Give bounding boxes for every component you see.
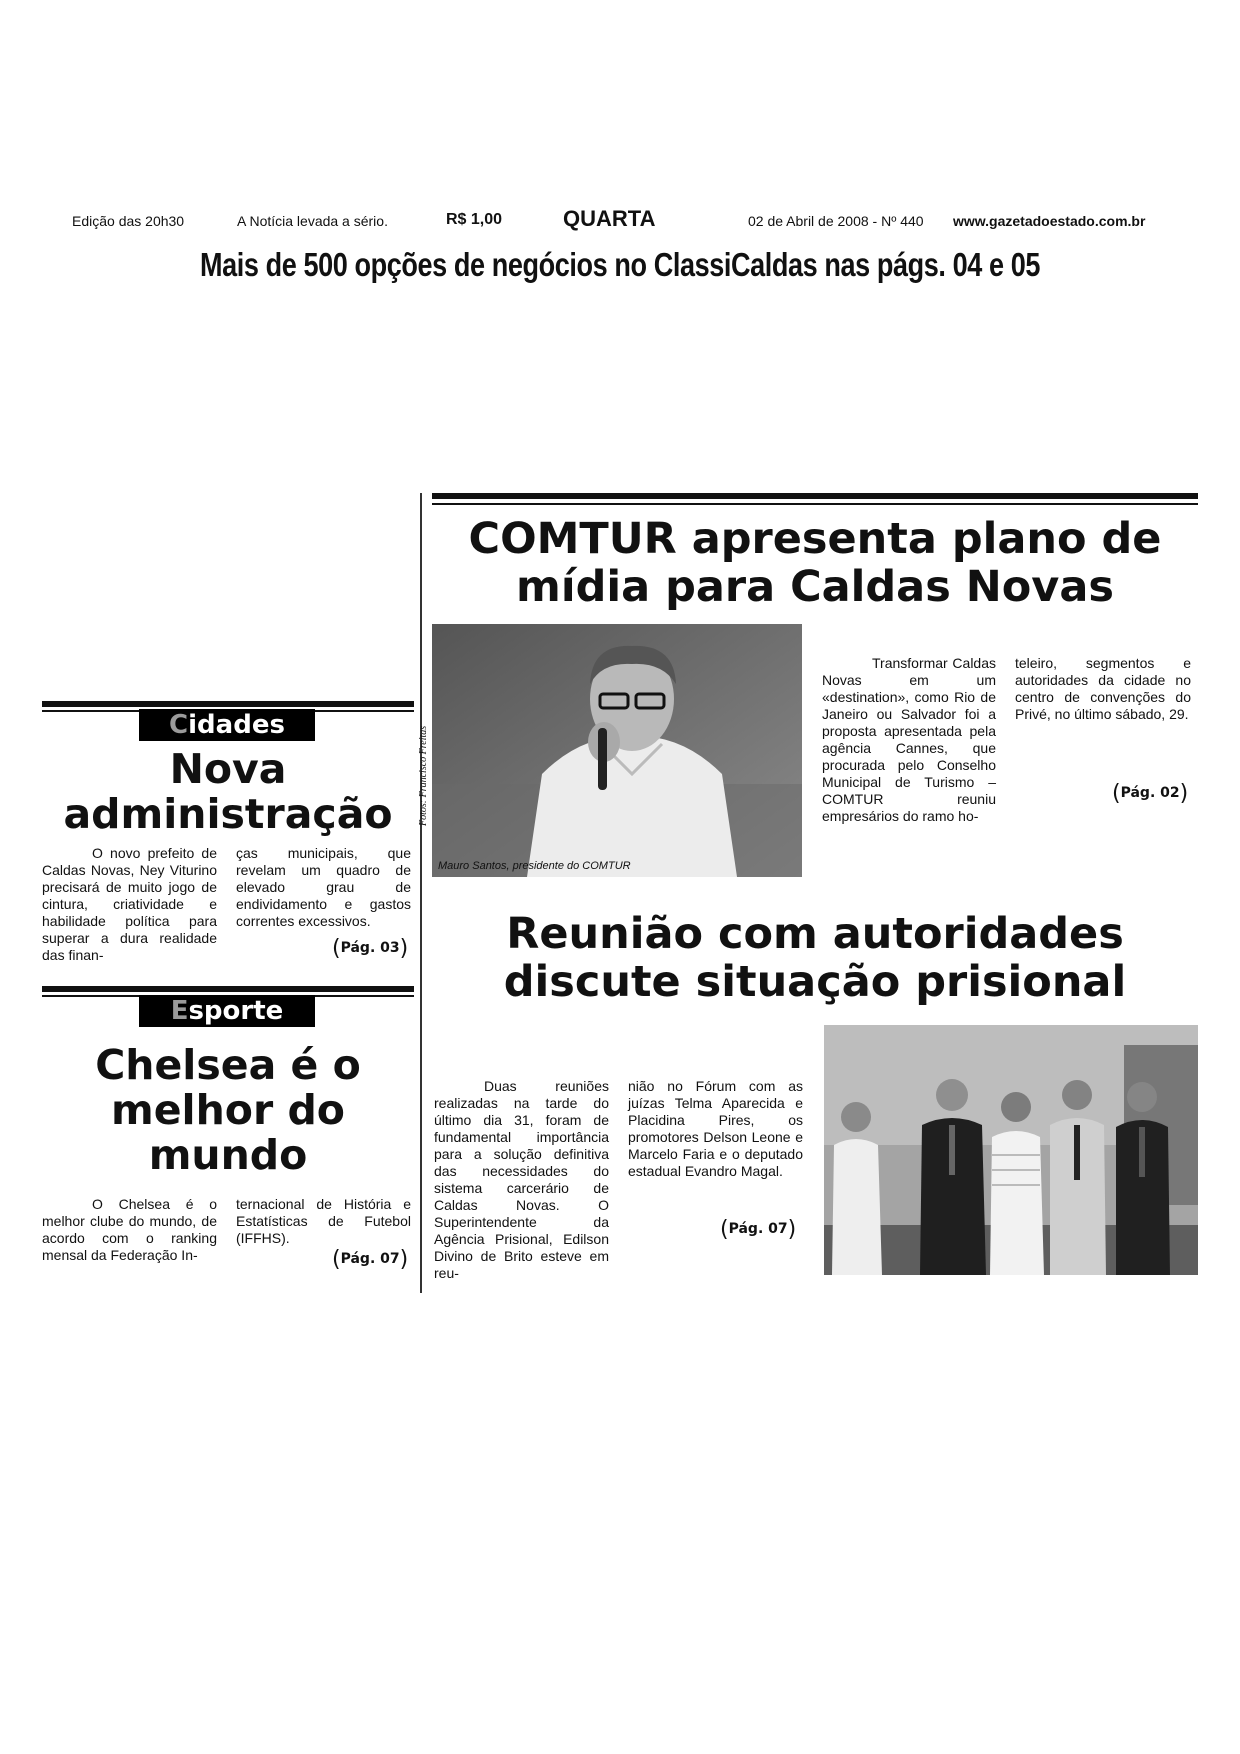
page-ref-label: Pág. 07	[728, 1221, 788, 1237]
headline-reuniao	[432, 910, 1198, 1006]
section-rest: sporte	[188, 996, 284, 1026]
headline-line: melhor do	[111, 1086, 345, 1135]
cidades-text-col1: O novo prefeito de Caldas Novas, Ney Viturino precisará de muito jogo de cintura, criatividade e habilidade política para superar a dura realidade das finan-	[42, 845, 217, 963]
comtur-text-col1: Transformar Caldas Novas em um «destination», como Rio de Janeiro ou Salvador foi a proposta apresentada pela agência Cannes, que procurada pelo Conselho Municipal de Turismo – COMTUR reuniu empresários do ramo ho-	[822, 655, 996, 824]
headline-line: Chelsea é o	[95, 1041, 361, 1089]
photo-group-meeting	[824, 1025, 1198, 1275]
esporte-text-col2: ternacional de História e Estatísticas de Futebol (IFFHS).	[236, 1196, 411, 1246]
reuniao-text-col2: nião no Fórum com as juízas Telma Aparecida e Placidina Pires, os promotores Delson Leone e Marcelo Faria e o deputado estadual Evandro Magal.	[628, 1078, 803, 1179]
comtur-rule-thick	[432, 493, 1198, 499]
section-initial: C	[169, 710, 189, 740]
section-label-esporte	[139, 995, 315, 1027]
reuniao-text-col1: Duas reuniões realizadas na tarde do último dia 31, foram de fundamental importância para a solução definitiva das necessidades do sistema carcerário de Caldas Novas. O Superintendente da Agência Prisional, Edilson Divino de Brito esteve em reu-	[434, 1078, 609, 1281]
page-ref-02[interactable]: (Pág. 02)	[1112, 781, 1189, 806]
headline-line: administração	[63, 790, 393, 839]
section-initial: E	[170, 996, 189, 1026]
headline-comtur	[432, 515, 1198, 611]
classicaldas-banner: Mais de 500 opções de negócios no ClassiCaldas nas págs. 04 e 05	[199, 246, 1041, 283]
photo-illustration	[824, 1025, 1198, 1275]
date-issue: 02 de Abril de 2008 - Nº 440	[748, 213, 924, 229]
page-ref-03[interactable]: (Pág. 03)	[332, 936, 409, 961]
photo-caption: Mauro Santos, presidente do COMTUR	[438, 860, 631, 872]
comtur-text-col2: teleiro, segmentos e autoridades da cidade no centro de convenções do Privé, no último sábado, 29.	[1015, 655, 1191, 722]
esporte-rule-thick	[42, 986, 414, 992]
section-label-cidades	[139, 709, 315, 741]
website: www.gazetadoestado.com.br	[953, 213, 1146, 229]
page-ref-07-esporte[interactable]: (Pág. 07)	[332, 1247, 409, 1272]
edition-time: Edição das 20h30	[72, 213, 185, 229]
photo-illustration	[432, 624, 802, 877]
comtur-rule-thin	[432, 503, 1198, 505]
photo-mauro-santos	[432, 624, 802, 877]
headline-line: discute situação prisional	[503, 957, 1127, 1007]
headline-nova-administracao	[42, 747, 414, 837]
esporte-text-col1: O Chelsea é o melhor clube do mundo, de acordo com o ranking mensal da Federação In-	[42, 1196, 217, 1263]
page-ref-label: Pág. 07	[340, 1251, 400, 1267]
weekday: QUARTA	[563, 206, 656, 231]
column-divider	[420, 493, 422, 1293]
headline-line: COMTUR apresenta plano de	[468, 514, 1162, 564]
headline-line: Reunião com autoridades	[506, 909, 1124, 959]
headline-line: mídia para Caldas Novas	[516, 562, 1114, 612]
page-ref-label: Pág. 03	[340, 940, 400, 956]
headline-line: mundo	[148, 1131, 308, 1180]
cidades-text-col2: ças municipais, que revelam um quadro de elevado grau de endividamento e gastos correntes excessivos.	[236, 845, 411, 929]
section-rest: idades	[188, 710, 285, 740]
photo-credit: Fotos: Francisco Freitas	[418, 725, 429, 826]
headline-line: Nova	[169, 745, 287, 793]
slogan: A Notícia levada a sério.	[237, 213, 388, 229]
headline-chelsea	[42, 1043, 414, 1178]
cidades-rule-thick	[42, 701, 414, 707]
page-ref-07-reuniao[interactable]: (Pág. 07)	[720, 1217, 797, 1242]
price: R$ 1,00	[446, 211, 503, 228]
page-ref-label: Pág. 02	[1120, 785, 1180, 801]
